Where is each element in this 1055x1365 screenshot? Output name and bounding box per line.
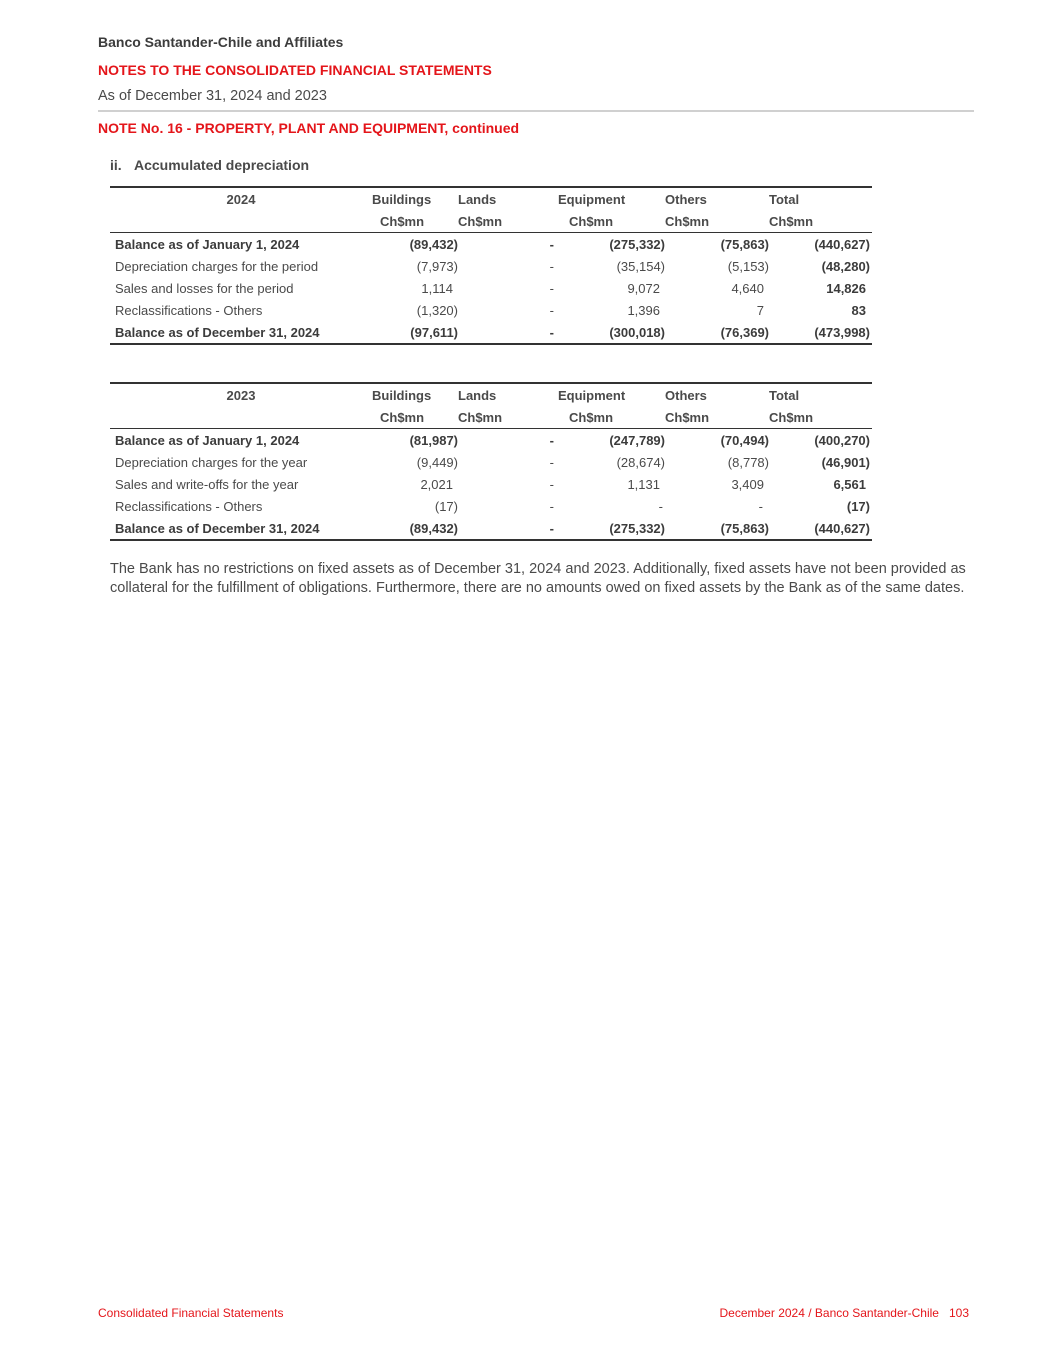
cell-equipment: (275,332) xyxy=(609,236,665,252)
note-title: NOTE No. 16 - PROPERTY, PLANT AND EQUIPMENT, continued xyxy=(98,120,520,136)
unit-label: Ch$mn xyxy=(665,210,769,233)
cell-buildings: 1,114 xyxy=(421,280,453,296)
footer-right xyxy=(720,1306,970,1320)
table-row xyxy=(110,517,872,540)
unit-label: Ch$mn xyxy=(458,406,558,429)
cell-lands: - xyxy=(549,302,554,318)
cell-total: 6,561 xyxy=(833,476,866,492)
cell-lands: - xyxy=(549,498,554,514)
table-unit-row xyxy=(110,210,872,233)
depreciation-table-2024 xyxy=(110,186,872,345)
row-label: Balance as of December 31, 2024 xyxy=(110,321,372,344)
cell-others: (76,369) xyxy=(665,321,769,344)
unit-label: Ch$mn xyxy=(558,406,665,429)
section-heading xyxy=(110,157,309,173)
cell-lands: - xyxy=(549,258,554,274)
cell-equipment: - xyxy=(658,498,663,514)
header-divider xyxy=(98,110,974,112)
col-header-buildings: Buildings xyxy=(372,383,458,406)
cell-total: (473,998) xyxy=(769,321,872,344)
cell-others: (8,778) xyxy=(727,454,769,470)
table-row xyxy=(110,495,872,517)
table-header-row xyxy=(110,187,872,210)
cell-equipment: (35,154) xyxy=(616,258,665,274)
cell-others: (75,863) xyxy=(720,236,769,252)
col-header-lands: Lands xyxy=(458,383,558,406)
table-row xyxy=(110,473,872,495)
col-header-others: Others xyxy=(665,383,769,406)
col-header-others: Others xyxy=(665,187,769,210)
footer-left: Consolidated Financial Statements xyxy=(98,1306,284,1320)
cell-total: (48,280) xyxy=(821,258,870,274)
unit-label: Ch$mn xyxy=(558,210,665,233)
unit-label: Ch$mn xyxy=(665,406,769,429)
cell-lands: - xyxy=(549,454,554,470)
row-label: Balance as of December 31, 2024 xyxy=(110,517,372,540)
col-header-total: Total xyxy=(769,383,872,406)
depreciation-table-2023 xyxy=(110,382,872,541)
cell-equipment: (28,674) xyxy=(616,454,665,470)
cell-equipment: (247,789) xyxy=(609,432,665,448)
col-header-equipment: Equipment xyxy=(558,187,665,210)
cell-lands: - xyxy=(458,321,558,344)
cell-equipment: 1,396 xyxy=(627,302,660,318)
cell-lands: - xyxy=(549,432,554,448)
row-label: Reclassifications - Others xyxy=(115,302,263,318)
section-title: Accumulated depreciation xyxy=(134,157,310,173)
cell-others: 3,409 xyxy=(731,476,764,492)
unit-label: Ch$mn xyxy=(769,406,872,429)
footer-right-text: December 2024 / Banco Santander-Chile xyxy=(719,1306,939,1320)
table-row xyxy=(110,451,872,473)
row-label: Depreciation charges for the year xyxy=(115,454,308,470)
notes-title: NOTES TO THE CONSOLIDATED FINANCIAL STATEMENTS xyxy=(98,62,492,78)
cell-buildings: (81,987) xyxy=(409,432,458,448)
cell-others: (70,494) xyxy=(720,432,769,448)
cell-lands: - xyxy=(549,476,554,492)
cell-lands: - xyxy=(549,236,554,252)
table-row xyxy=(110,429,872,452)
table-row xyxy=(110,277,872,299)
row-label: Sales and losses for the period xyxy=(115,280,294,296)
row-label: Balance as of January 1, 2024 xyxy=(115,236,300,252)
cell-lands: - xyxy=(549,280,554,296)
table-row xyxy=(110,299,872,321)
cell-buildings: 2,021 xyxy=(420,476,453,492)
cell-equipment: 1,131 xyxy=(627,476,660,492)
disclosure-paragraph: The Bank has no restrictions on fixed assets as of December 31, 2024 and 2023. Additionally, fixed assets have not been provided as collateral for the fulfillment of obligations. Furthermore, there are no amounts owed on fixed assets by the Bank as of the same dates. xyxy=(110,561,966,596)
unit-label: Ch$mn xyxy=(769,210,872,233)
page-number: 103 xyxy=(948,1306,969,1320)
col-header-total: Total xyxy=(769,187,872,210)
cell-total: (440,627) xyxy=(769,517,872,540)
cell-buildings: (9,449) xyxy=(416,454,458,470)
cell-total: (400,270) xyxy=(814,432,870,448)
col-header-equipment: Equipment xyxy=(558,383,665,406)
table-unit-row xyxy=(110,406,872,429)
cell-others: - xyxy=(758,498,763,514)
cell-buildings: (89,432) xyxy=(372,517,458,540)
section-number: ii. xyxy=(110,157,122,173)
cell-others: 7 xyxy=(756,302,764,318)
cell-total: (46,901) xyxy=(821,454,870,470)
cell-equipment: 9,072 xyxy=(627,280,660,296)
company-name: Banco Santander-Chile and Affiliates xyxy=(98,34,344,50)
cell-lands: - xyxy=(458,517,558,540)
cell-buildings: (89,432) xyxy=(409,236,458,252)
as-of-date: As of December 31, 2024 and 2023 xyxy=(98,88,327,104)
cell-buildings: (7,973) xyxy=(416,258,458,274)
row-label: Depreciation charges for the period xyxy=(115,258,319,274)
row-label: Reclassifications - Others xyxy=(115,498,263,514)
cell-others: 4,640 xyxy=(731,280,764,296)
cell-total: (17) xyxy=(846,498,870,514)
col-header-lands: Lands xyxy=(458,187,558,210)
unit-label: Ch$mn xyxy=(372,210,458,233)
cell-buildings: (97,611) xyxy=(372,321,458,344)
cell-total: (440,627) xyxy=(814,236,870,252)
cell-total: 83 xyxy=(851,302,866,318)
cell-equipment: (300,018) xyxy=(558,321,665,344)
col-header-buildings: Buildings xyxy=(372,187,458,210)
table-row xyxy=(110,321,872,344)
table-year: 2023 xyxy=(110,383,372,406)
unit-label: Ch$mn xyxy=(372,406,458,429)
cell-equipment: (275,332) xyxy=(558,517,665,540)
cell-buildings: (17) xyxy=(434,498,458,514)
table-row xyxy=(110,255,872,277)
cell-buildings: (1,320) xyxy=(416,302,458,318)
row-label: Balance as of January 1, 2024 xyxy=(115,432,300,448)
cell-others: (75,863) xyxy=(665,517,769,540)
row-label: Sales and write-offs for the year xyxy=(115,476,299,492)
table-year: 2024 xyxy=(110,187,372,210)
cell-others: (5,153) xyxy=(727,258,769,274)
table-row xyxy=(110,233,872,256)
cell-total: 14,826 xyxy=(826,280,866,296)
unit-label: Ch$mn xyxy=(458,210,558,233)
table-header-row xyxy=(110,383,872,406)
